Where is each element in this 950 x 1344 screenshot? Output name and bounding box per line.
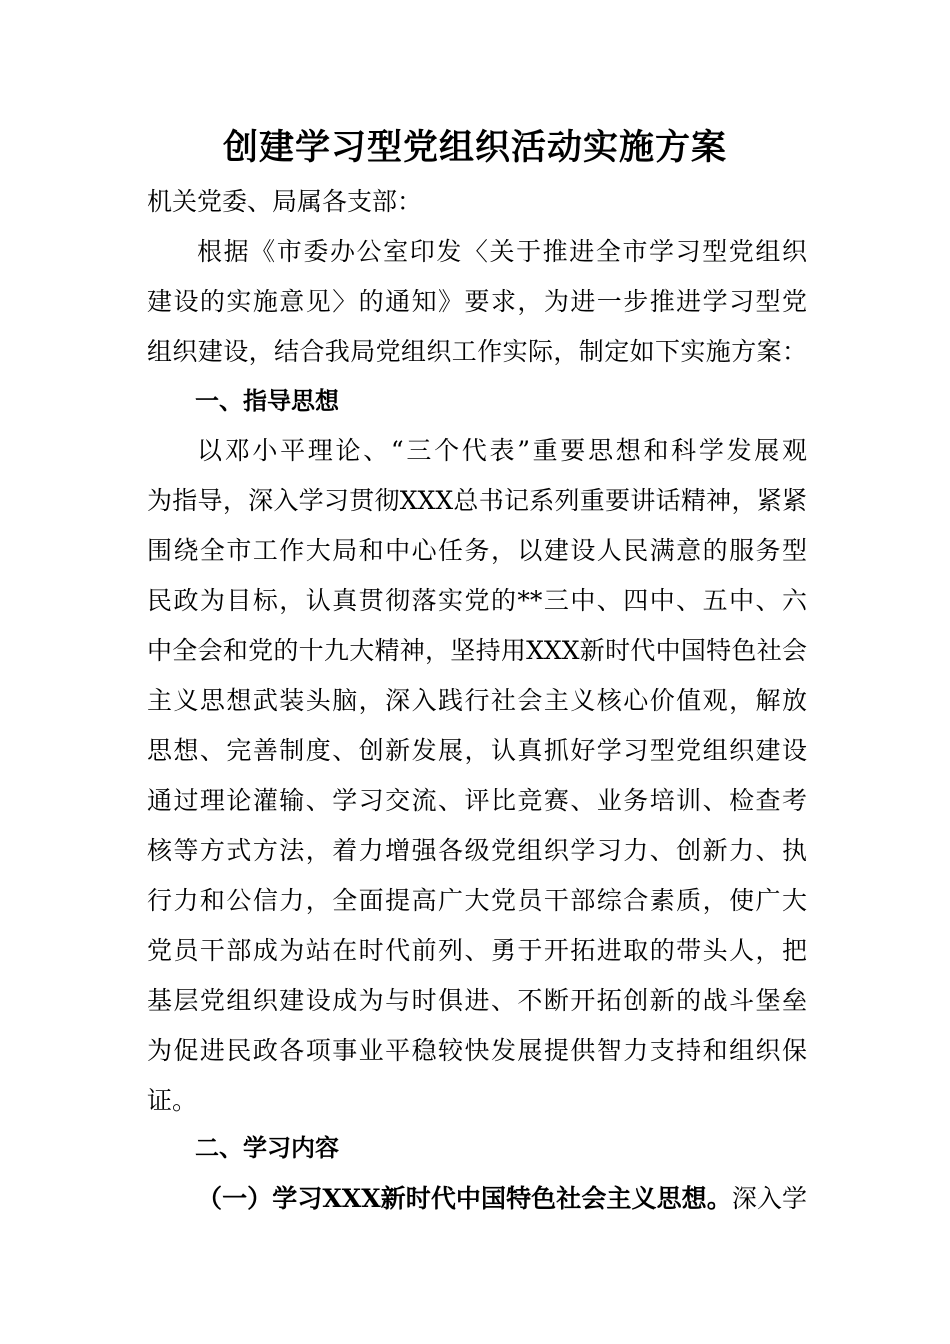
subsection-heading: （一）学习XXX新时代中国特色社会主义思想。 <box>197 1184 732 1213</box>
body-line: 行力和公信力，全面提高广大党员干部综合素质，使广大 <box>147 886 807 915</box>
body-line: 核等方式方法，着力增强各级党组织学习力、创新力、执 <box>147 836 807 865</box>
section-heading-2: 二、学习内容 <box>195 1134 339 1162</box>
body-line: 为指导，深入学习贯彻XXX总书记系列重要讲话精神，紧紧 <box>147 486 807 515</box>
intro-line: 组织建设，结合我局党组织工作实际，制定如下实施方案： <box>147 337 807 366</box>
subsection-line <box>197 1181 807 1217</box>
body-line: 围绕全市工作大局和中心任务，以建设人民满意的服务型 <box>147 536 807 565</box>
body-line: 思想、完善制度、创新发展，认真抓好学习型党组织建设 <box>147 736 807 765</box>
document-title: 创建学习型党组织活动实施方案 <box>222 128 727 168</box>
subsection-text: 深入学 <box>731 1184 807 1213</box>
body-line: 为促进民政各项事业平稳较快发展提供智力支持和组织保 <box>147 1036 807 1065</box>
body-line: 党员干部成为站在时代前列、勇于开拓进取的带头人，把 <box>147 936 807 965</box>
body-line: 基层党组织建设成为与时俱进、不断开拓创新的战斗堡垒 <box>147 986 807 1015</box>
body-line: 证。 <box>147 1086 198 1115</box>
intro-line: 根据《市委办公室印发〈关于推进全市学习型党组织 <box>197 237 807 266</box>
body-line: 主义思想武装头脑，深入践行社会主义核心价值观，解放 <box>147 686 807 715</box>
salutation: 机关党委、局属各支部： <box>147 187 423 216</box>
intro-line: 建设的实施意见〉的通知》要求，为进一步推进学习型党 <box>147 287 807 316</box>
body-line: 民政为目标，认真贯彻落实党的**三中、四中、五中、六 <box>147 586 807 615</box>
body-line: 中全会和党的十九大精神，坚持用XXX新时代中国特色社会 <box>147 636 807 665</box>
body-line: 通过理论灌输、学习交流、评比竞赛、业务培训、检查考 <box>147 786 807 815</box>
section-heading-1: 一、指导思想 <box>195 387 339 415</box>
body-line: 以邓小平理论、“三个代表”重要思想和科学发展观 <box>197 436 807 465</box>
